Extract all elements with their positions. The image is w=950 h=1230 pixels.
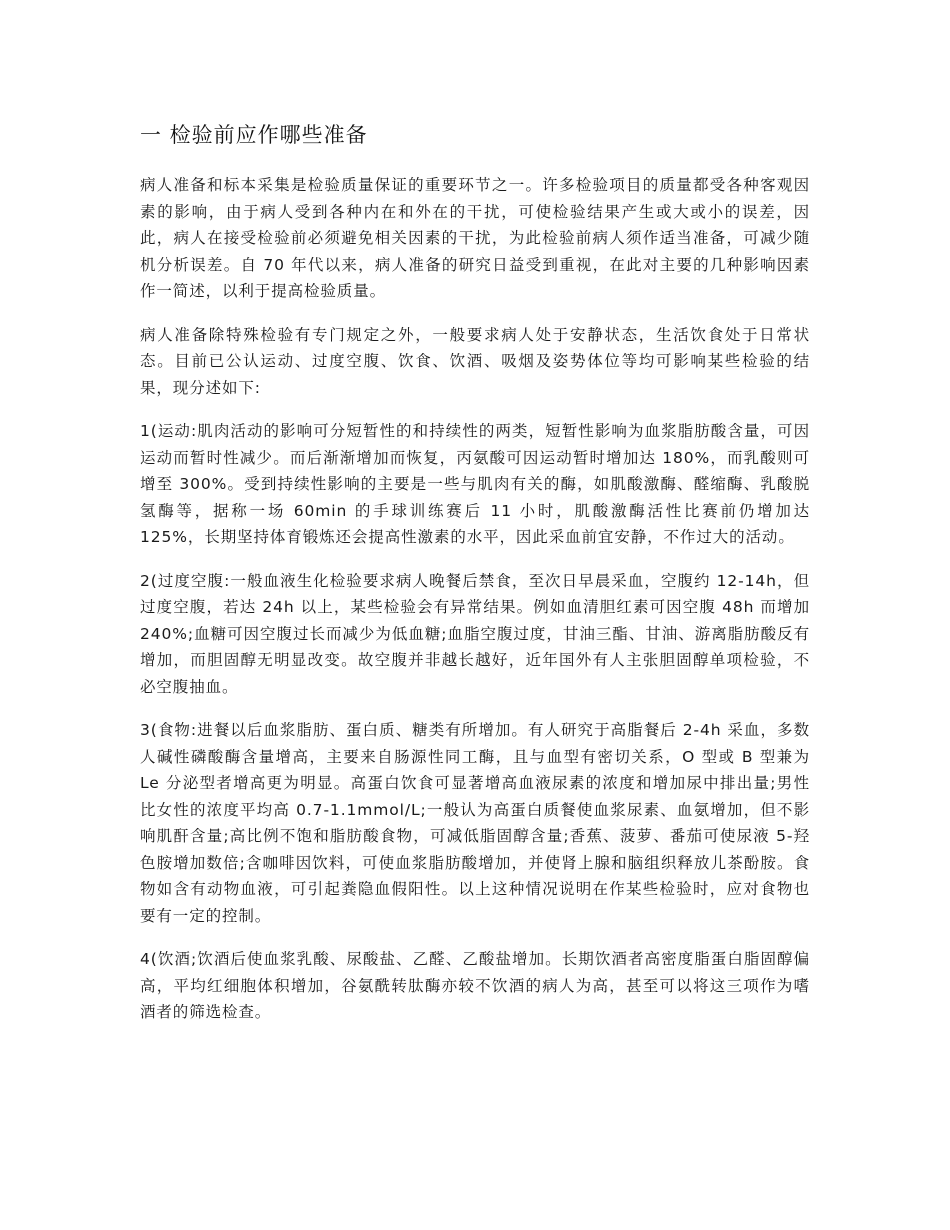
section-title: 一 检验前应作哪些准备 — [140, 123, 368, 147]
paragraph-fasting: 2(过度空腹:一般血液生化检验要求病人晚餐后禁食，至次日早晨采血，空腹约 12-14h，但过度空腹，若达 24h 以上，某些检验会有异常结果。例如血清胆红素可因空腹 48h 而增加 240%;血糖可因空腹过长而减少为低血糖;血脂空腹过度，甘油三酯、甘油、游离脂肪酸反有增加，而胆固醇无明显改变。故空腹并非越长越好，近年国外有人主张胆固醇单项检验，不必空腹抽血。 — [140, 571, 810, 696]
paragraph-intro: 病人准备和标本采集是检验质量保证的重要环节之一。许多检验项目的质量都受各种客观因素的影响，由于病人受到各种内在和外在的干扰，可使检验结果产生或大或小的误差，因此，病人在接受检验前必须避免相关因素的干扰，为此检验前病人须作适当准备，可减少随机分析误差。自 70 年代以来，病人准备的研究日益受到重视，在此对主要的几种影响因素作一简述，以利于提高检验质量。 — [140, 176, 810, 300]
document-body — [140, 118, 810, 1043]
paragraph-food: 3(食物:进餐以后血浆脂肪、蛋白质、糖类有所增加。有人研究于高脂餐后 2-4h 采血，多数人碱性磷酸酶含量增高，主要来自肠源性同工酶，且与血型有密切关系，O 型或 B 型兼为 Le 分泌型者增高更为明显。高蛋白饮食可显著增高血液尿素的浓度和增加尿中排出量;男性比女性的浓度平均高 0.7-1.1mmol/L;一般认为高蛋白质餐使血浆尿素、血氨增加，但不影响肌酐含量;高比例不饱和脂肪酸食物，可减低脂固醇含量;香蕉、菠萝、番茄可使尿液 5-羟色胺增加数倍;含咖啡因饮料，可使血浆脂肪酸增加，并使肾上腺和脑组织释放儿茶酚胺。食物如含有动物血液，可引起粪隐血假阳性。以上这种情况说明在作某些检验时，应对食物也要有一定的控制。 — [140, 721, 810, 925]
paragraph-overview: 病人准备除特殊检验有专门规定之外，一般要求病人处于安静状态，生活饮食处于日常状态。目前已公认运动、过度空腹、饮食、饮酒、吸烟及姿势体位等均可影响某些检验的结果，现分述如下: — [140, 325, 810, 397]
paragraph-exercise: 1(运动:肌肉活动的影响可分短暂性的和持续性的两类，短暂性影响为血浆脂肪酸含量，可因运动而暂时性减少。而后渐渐增加而恢复，丙氨酸可因运动暂时增加达 180%，而乳酸则可增至 300%。受到持续性影响的主要是一些与肌肉有关的酶，如肌酸激酶、醛缩酶、乳酸脱氢酶等，据称一场 60min 的手球训练赛后 11 小时，肌酸激酶活性比赛前仍增加达 125%，长期坚持体育锻炼还会提高性激素的水平，因此采血前宜安静，不作过大的活动。 — [140, 422, 810, 546]
paragraph-alcohol: 4(饮酒;饮酒后使血浆乳酸、尿酸盐、乙醛、乙酸盐增加。长期饮酒者高密度脂蛋白脂固醇偏高，平均红细胞体积增加，谷氨酰转肽酶亦较不饮酒的病人为高，甚至可以将这三项作为嗜酒者的筛选检查。 — [140, 950, 810, 1021]
